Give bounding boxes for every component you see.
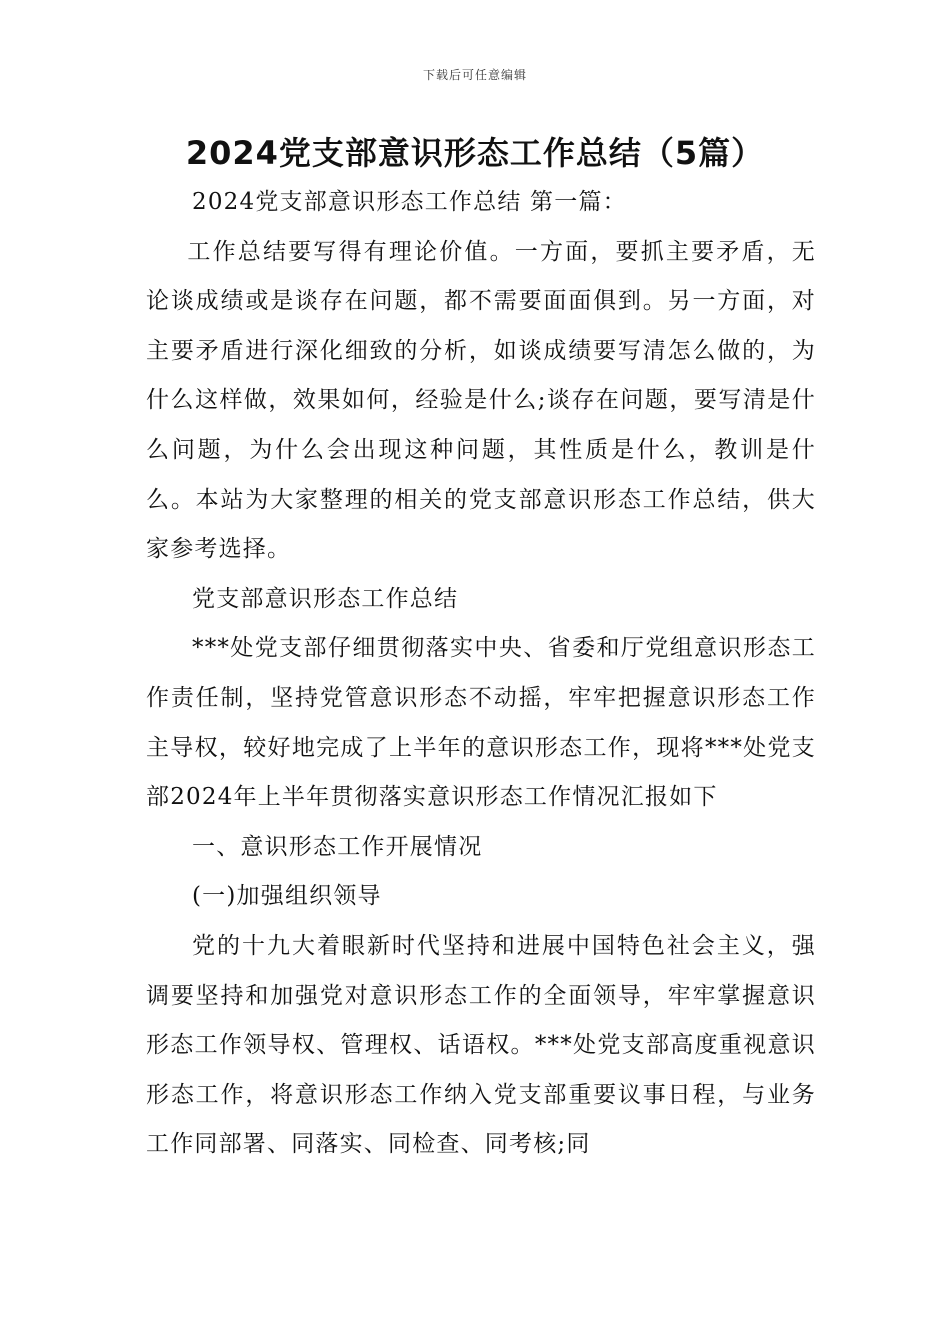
paragraph-overview: ***处党支部仔细贯彻落实中央、省委和厅党组意识形态工作责任制，坚持党管意识形态不动摇，牢牢把握意识形态工作主导权，较好地完成了上半年的意识形态工作，现将***处党支部2024年上半年贯彻落实意识形态工作情况汇报如下 bbox=[146, 635, 816, 811]
section-heading-first: 2024党支部意识形态工作总结 第一篇： bbox=[192, 189, 627, 215]
subtitle-summary: 党支部意识形态工作总结 bbox=[192, 585, 459, 612]
paragraph-intro: 工作总结要写得有理论价值。一方面，要抓主要矛盾，无论谈成绩或是谈存在问题，都不需要面面俱到。另一方面，对主要矛盾进行深化细致的分析，如谈成绩要写清怎么做的，为什么这样做，效果如何，经验是什么;谈存在问题，要写清是什么问题，为什么会出现这种问题，其性质是什么，教训是什么。本站为大家整理的相关的党支部意识形态工作总结，供大家参考选择。 bbox=[146, 238, 816, 563]
document-body bbox=[146, 178, 816, 1170]
section-heading-1: 一、意识形态工作开展情况 bbox=[192, 833, 483, 860]
subsection-heading-1: (一)加强组织领导 bbox=[192, 883, 382, 910]
document-title: 2024党支部意识形态工作总结（5篇） bbox=[185, 134, 765, 172]
header-note: 下载后可任意编辑 bbox=[422, 68, 527, 82]
paragraph-leadership: 党的十九大着眼新时代坚持和进展中国特色社会主义，强调要坚持和加强党对意识形态工作的全面领导，牢牢掌握意识形态工作领导权、管理权、话语权。***处党支部高度重视意识形态工作，将意识形态工作纳入党支部重要议事日程，与业务工作同部署、同落实、同检查、同考核;同 bbox=[146, 932, 816, 1158]
